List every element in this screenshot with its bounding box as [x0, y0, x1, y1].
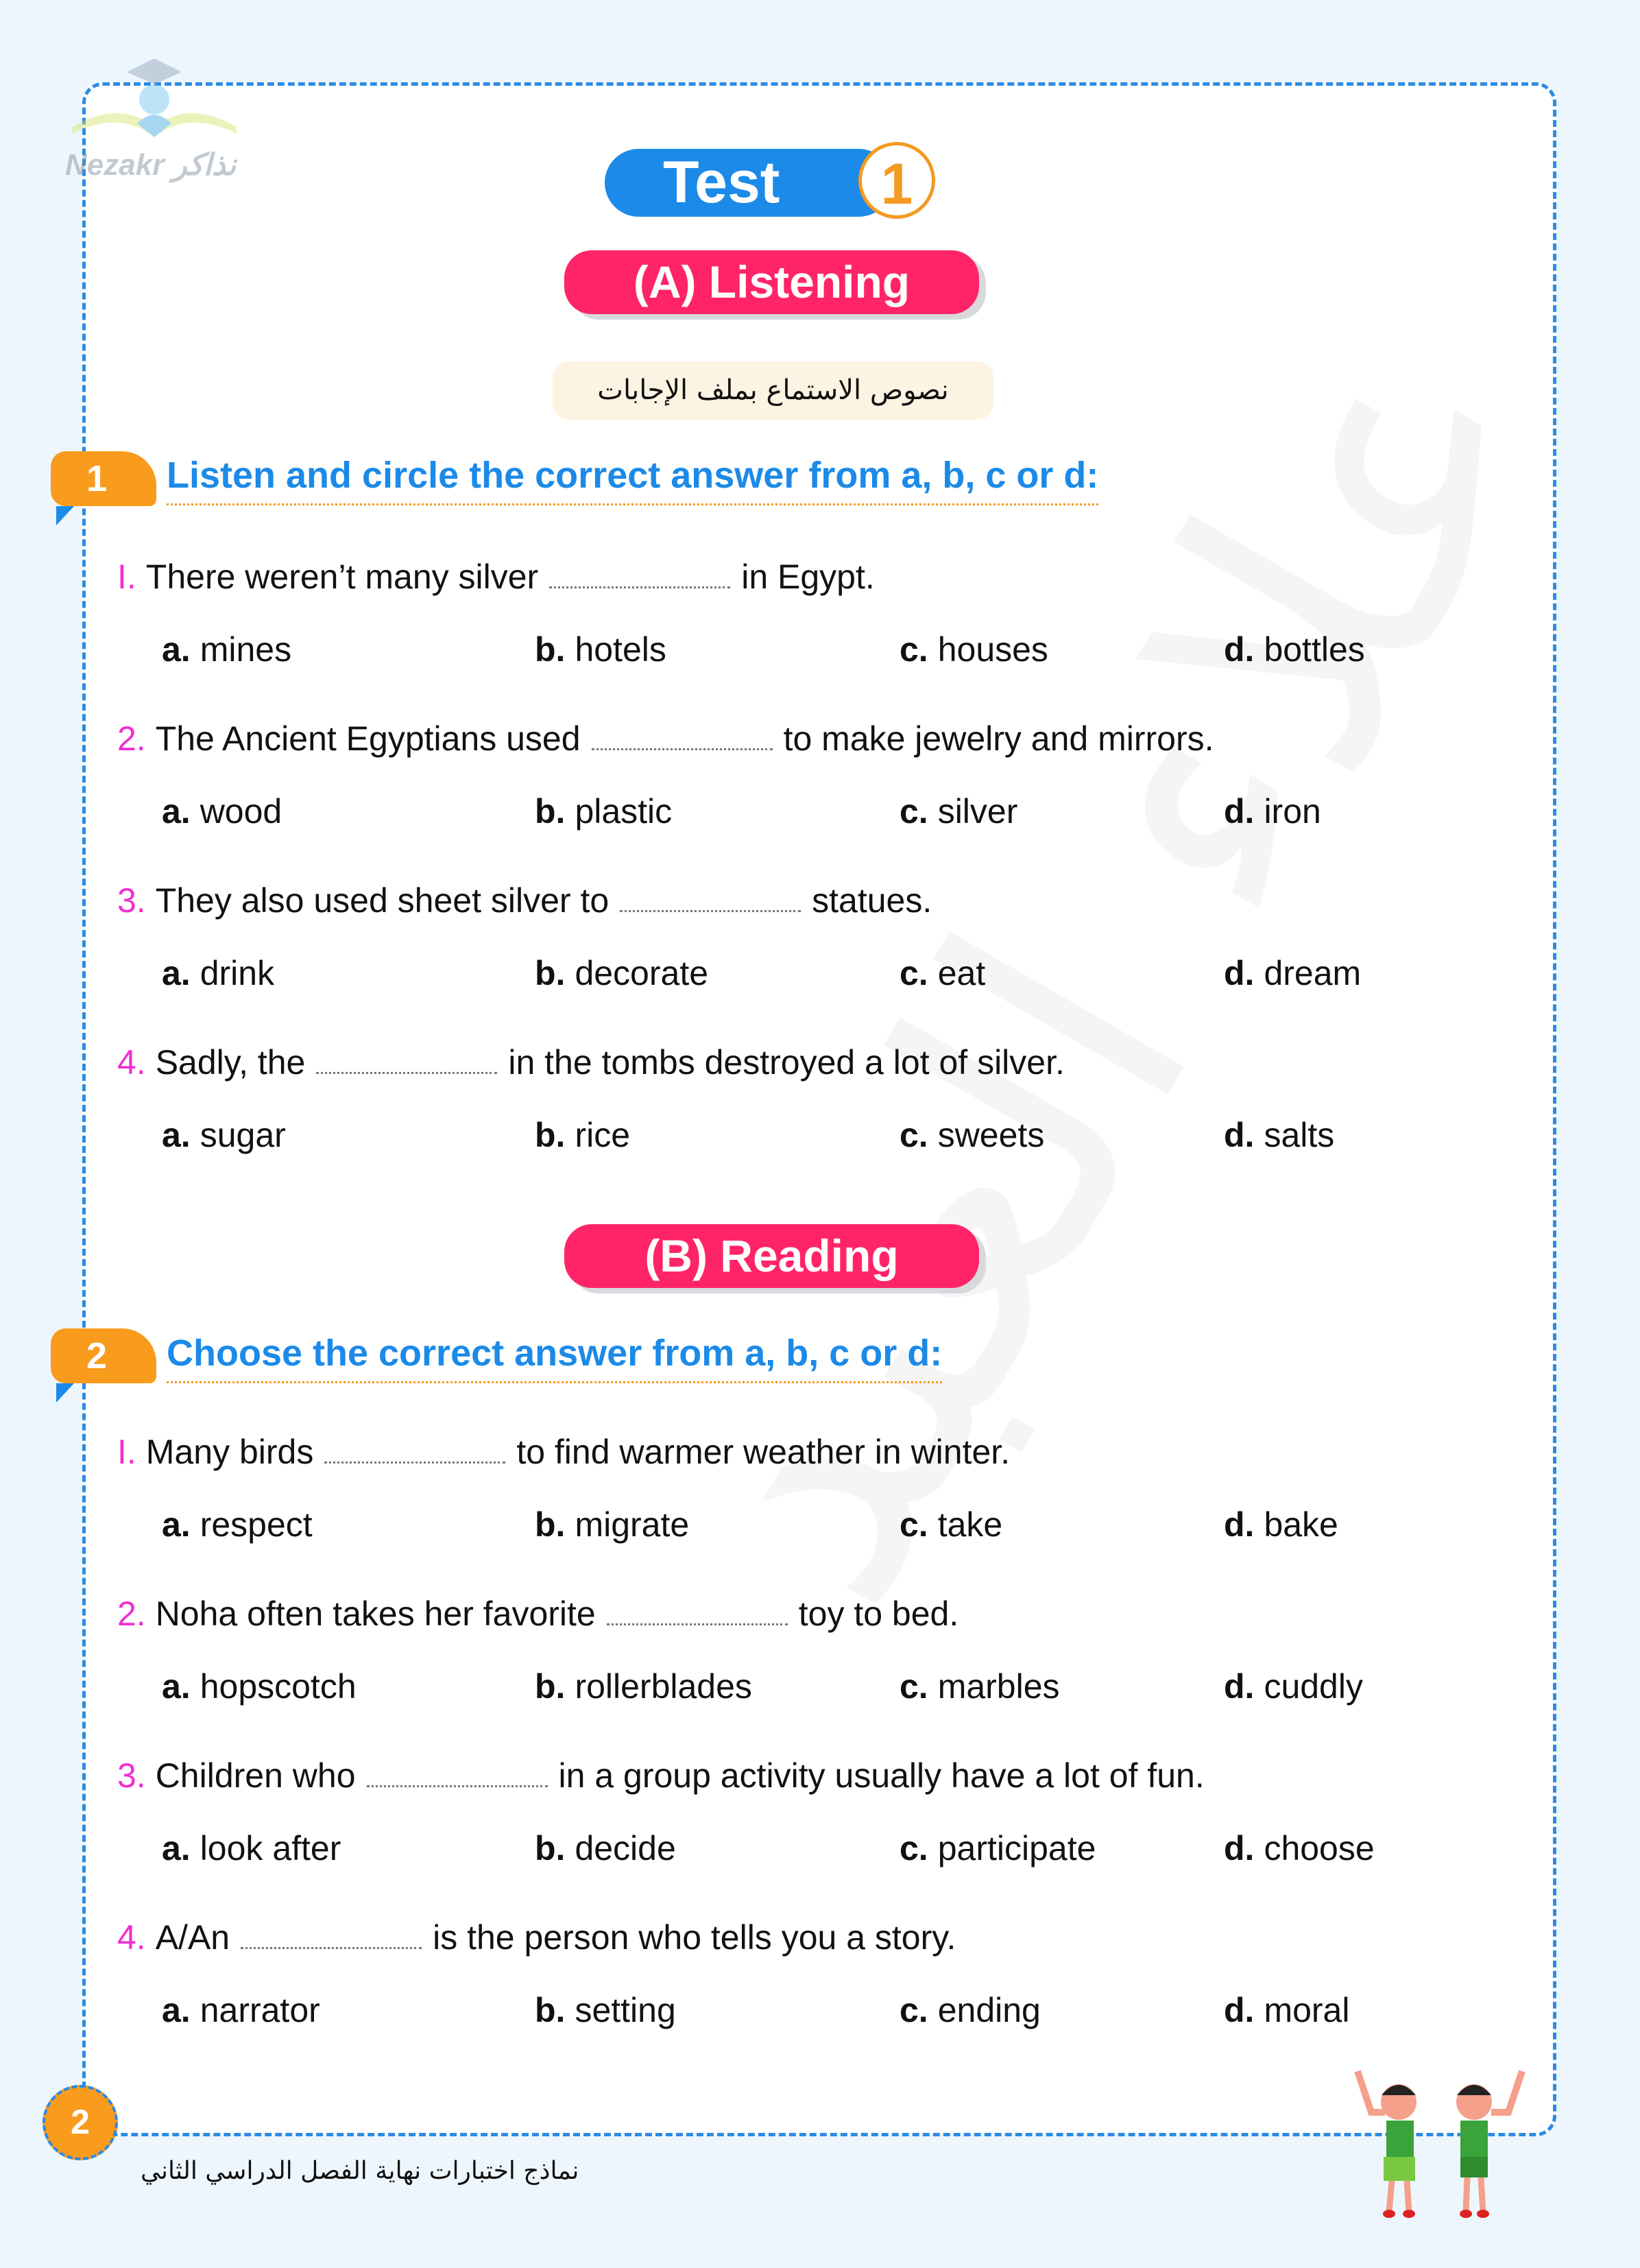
option-letter: a. [162, 1991, 191, 2029]
question-text-after: in Egypt. [741, 558, 875, 596]
option-text: choose [1264, 1829, 1375, 1867]
option-letter: c. [900, 630, 928, 669]
answer-option[interactable] [1224, 630, 1365, 669]
option-letter: b. [535, 954, 566, 992]
answer-option[interactable] [900, 791, 1017, 831]
question-number: 3. [117, 1756, 146, 1795]
option-text: bottles [1264, 630, 1365, 669]
option-text: decorate [575, 954, 709, 992]
question-number: 3. [117, 881, 146, 920]
option-text: silver [937, 792, 1018, 831]
answer-option[interactable] [535, 1667, 752, 1706]
answer-option[interactable] [1224, 1667, 1363, 1706]
option-text: hopscotch [200, 1667, 357, 1706]
cheering-kids-illustration [1344, 2064, 1536, 2222]
section-a-title: (A) Listening [564, 250, 979, 314]
option-text: decide [575, 1829, 676, 1867]
question-number: I. [117, 558, 136, 596]
question-item [117, 1918, 956, 1957]
option-letter: d. [1224, 630, 1255, 669]
question-text-before: The Ancient Egyptians used [155, 719, 581, 758]
option-letter: d. [1224, 1116, 1255, 1154]
option-letter: a. [162, 792, 191, 831]
option-text: ending [937, 1991, 1041, 2029]
answer-blank[interactable] [324, 1457, 505, 1464]
answer-option[interactable] [162, 1505, 313, 1544]
option-letter: b. [535, 1667, 566, 1706]
option-letter: c. [900, 1991, 928, 2029]
question-text-before: They also used sheet silver to [155, 881, 610, 920]
answer-blank[interactable] [549, 582, 730, 588]
girl-figure [1358, 2071, 1416, 2218]
boy-figure [1456, 2071, 1522, 2218]
option-letter: c. [900, 792, 928, 831]
answer-option[interactable] [162, 953, 274, 993]
question-item [117, 881, 932, 920]
option-letter: b. [535, 1116, 566, 1154]
page-number: 2 [43, 2085, 118, 2160]
answer-option[interactable] [1224, 953, 1361, 993]
answer-option[interactable] [900, 1505, 1002, 1544]
question-text-after: toy to bed. [798, 1595, 959, 1633]
option-text: take [937, 1505, 1003, 1544]
question-badge-2: 2 [51, 1328, 156, 1383]
answer-option[interactable] [1224, 1828, 1375, 1868]
option-text: wood [200, 792, 282, 831]
answer-option[interactable] [900, 1828, 1096, 1868]
option-letter: a. [162, 630, 191, 669]
question-number: 2. [117, 1595, 146, 1633]
answer-option[interactable] [900, 630, 1048, 669]
answer-option[interactable] [900, 1115, 1044, 1155]
option-text: cuddly [1264, 1667, 1363, 1706]
option-text: hotels [575, 630, 666, 669]
option-text: mines [200, 630, 292, 669]
nezakr-logo [58, 51, 250, 189]
question-text-after: statues. [812, 881, 932, 920]
question-number: 2. [117, 719, 146, 758]
question-text-before: There weren’t many silver [145, 558, 539, 596]
answer-option[interactable] [162, 1828, 341, 1868]
question-number: 4. [117, 1043, 146, 1082]
question-item [117, 1432, 1010, 1472]
option-letter: c. [900, 1116, 928, 1154]
answer-blank[interactable] [316, 1068, 497, 1074]
option-text: setting [575, 1991, 676, 2029]
answer-option[interactable] [162, 1990, 320, 2030]
option-text: migrate [575, 1505, 690, 1544]
answer-option[interactable] [535, 1505, 689, 1544]
book-graduate-icon [58, 51, 250, 147]
question-item [117, 719, 1214, 759]
answer-option[interactable] [162, 630, 291, 669]
question-text-after: to find warmer weather in winter. [516, 1433, 1011, 1471]
section-b-title: (B) Reading [564, 1224, 979, 1288]
question-text-after: in the tombs destroyed a lot of silver. [508, 1043, 1065, 1082]
listening-note: نصوص الاستماع بملف الإجابات [553, 361, 993, 420]
option-text: iron [1264, 792, 1321, 831]
option-text: drink [200, 954, 275, 992]
answer-option[interactable] [535, 1115, 630, 1155]
option-letter: b. [535, 1991, 566, 2029]
option-letter: a. [162, 954, 191, 992]
option-text: moral [1264, 1991, 1350, 2029]
question-text-before: Many birds [145, 1433, 314, 1471]
option-letter: a. [162, 1505, 191, 1544]
option-letter: c. [900, 954, 928, 992]
answer-blank[interactable] [592, 744, 773, 750]
option-text: participate [937, 1829, 1096, 1867]
option-text: narrator [200, 1991, 320, 2029]
option-text: houses [937, 630, 1048, 669]
question-text-before: Noha often takes her favorite [155, 1595, 596, 1633]
option-text: look after [200, 1829, 341, 1867]
answer-blank[interactable] [607, 1619, 788, 1625]
question-text-after: is the person who tells you a story. [433, 1918, 956, 1957]
option-letter: b. [535, 630, 566, 669]
answer-option[interactable] [1224, 791, 1321, 831]
answer-option[interactable] [535, 630, 666, 669]
question-text-before: Sadly, the [155, 1043, 306, 1082]
answer-option[interactable] [1224, 1505, 1338, 1544]
answer-option[interactable] [162, 1667, 357, 1706]
answer-option[interactable] [535, 1990, 676, 2030]
test-number: 1 [858, 142, 935, 219]
option-text: sweets [937, 1116, 1045, 1154]
option-text: eat [937, 954, 986, 992]
option-letter: d. [1224, 1667, 1255, 1706]
option-text: marbles [937, 1667, 1060, 1706]
answer-option[interactable] [162, 1115, 286, 1155]
option-letter: d. [1224, 1991, 1255, 2029]
question-number: 4. [117, 1918, 146, 1957]
option-letter: d. [1224, 1505, 1255, 1544]
answer-blank[interactable] [620, 906, 801, 912]
option-letter: b. [535, 1829, 566, 1867]
option-letter: c. [900, 1829, 928, 1867]
answer-option[interactable] [535, 953, 708, 993]
answer-option[interactable] [900, 1667, 1060, 1706]
option-text: salts [1264, 1116, 1335, 1154]
question-text-after: to make jewelry and mirrors. [783, 719, 1214, 758]
question-item [117, 1756, 1205, 1795]
answer-option[interactable] [1224, 1115, 1334, 1155]
footer-text: نماذج اختبارات نهاية الفصل الدراسي الثاني [141, 2157, 579, 2185]
answer-option[interactable] [535, 791, 672, 831]
test-title: Test [605, 149, 893, 217]
option-letter: b. [535, 1505, 566, 1544]
answer-option[interactable] [900, 1990, 1041, 2030]
question-text-before: A/An [155, 1918, 230, 1957]
option-letter: a. [162, 1829, 191, 1867]
option-text: sugar [200, 1116, 286, 1154]
question-text-before: Children who [155, 1756, 356, 1795]
answer-option[interactable] [162, 791, 282, 831]
answer-blank[interactable] [241, 1943, 422, 1949]
question-number: I. [117, 1433, 136, 1471]
option-letter: c. [900, 1505, 928, 1544]
question-text-after: in a group activity usually have a lot of fun. [558, 1756, 1205, 1795]
question-instruction-1: Listen and circle the correct answer from a, b, c or d: [167, 454, 1098, 505]
question-item [117, 1042, 1065, 1082]
answer-option[interactable] [535, 1828, 676, 1868]
option-text: plastic [575, 792, 673, 831]
question-item [117, 1594, 958, 1634]
option-letter: a. [162, 1667, 191, 1706]
question-badge-1: 1 [51, 451, 156, 506]
option-letter: a. [162, 1116, 191, 1154]
option-text: bake [1264, 1505, 1338, 1544]
option-letter: d. [1224, 954, 1255, 992]
option-letter: c. [900, 1667, 928, 1706]
option-letter: d. [1224, 792, 1255, 831]
option-letter: d. [1224, 1829, 1255, 1867]
answer-option[interactable] [900, 953, 985, 993]
answer-blank[interactable] [367, 1781, 548, 1787]
option-text: rice [575, 1116, 631, 1154]
question-instruction-2: Choose the correct answer from a, b, c or d: [167, 1332, 942, 1383]
logo-text: Nezakr نذاكر [65, 148, 237, 182]
option-text: rollerblades [575, 1667, 752, 1706]
option-letter: b. [535, 792, 566, 831]
option-text: dream [1264, 954, 1362, 992]
answer-option[interactable] [1224, 1990, 1349, 2030]
option-text: respect [200, 1505, 313, 1544]
question-item [117, 557, 875, 597]
